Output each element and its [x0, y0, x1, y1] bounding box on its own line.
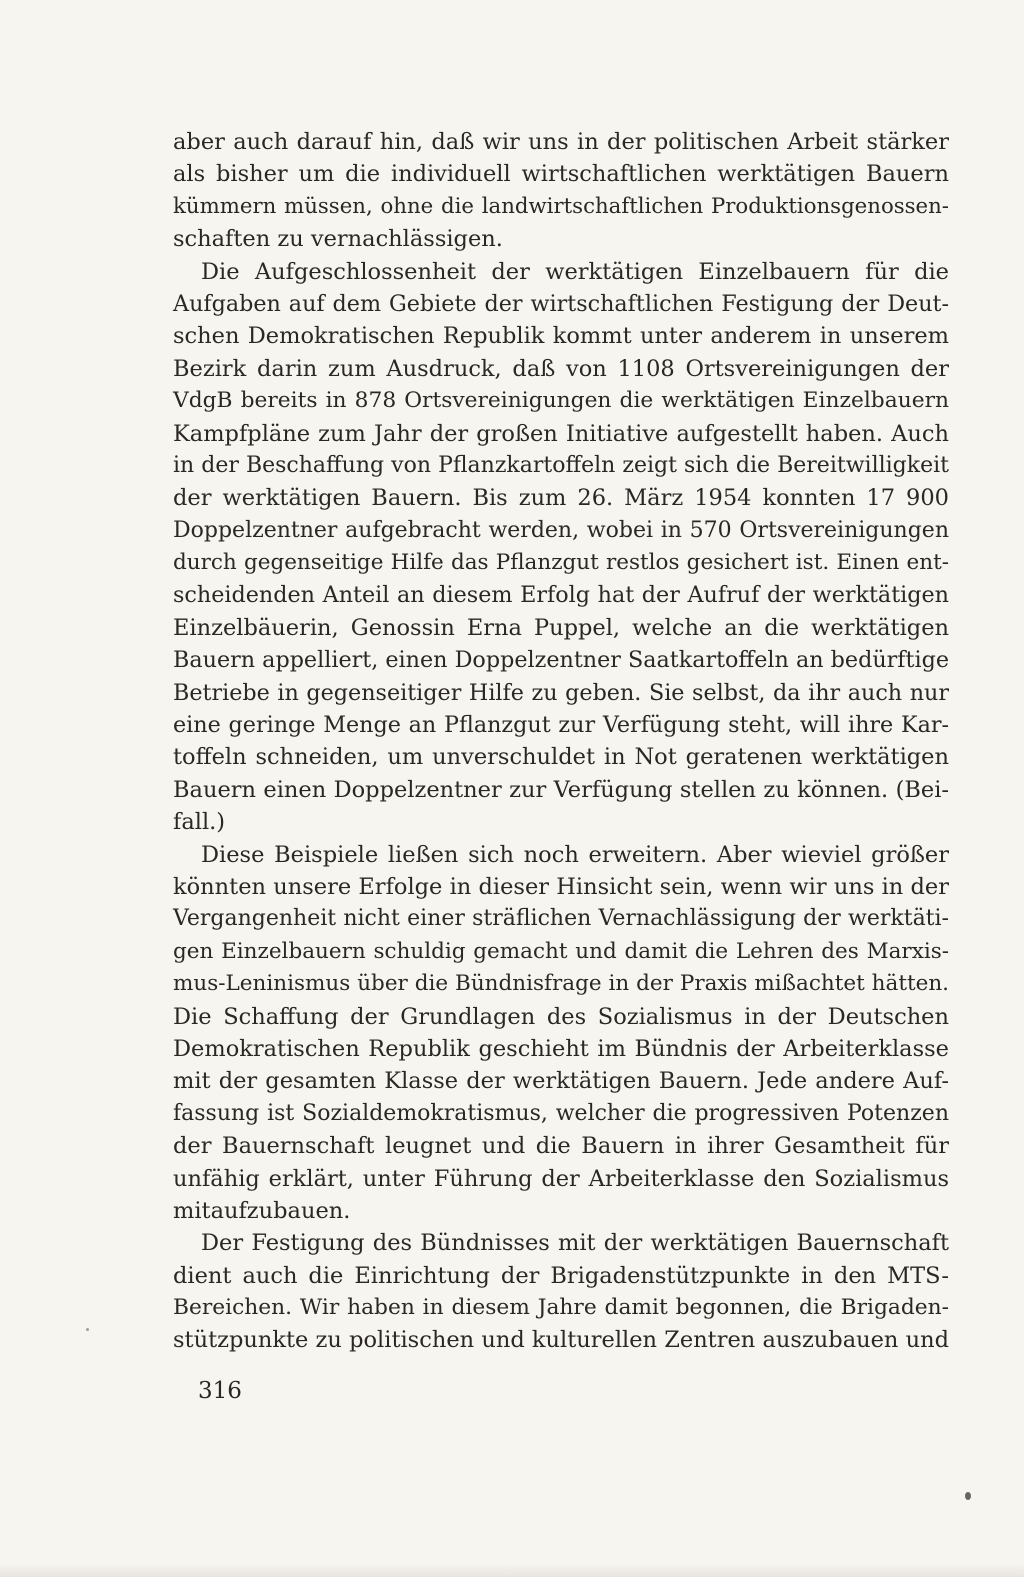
text-line: Aufgaben auf dem Gebiete der wirtschaftlichen Festigung der Deut- [173, 290, 949, 317]
print-speck [86, 1328, 89, 1331]
text-line: mus-Leninismus über die Bündnisfrage in der Praxis mißachtet hätten. [173, 971, 949, 997]
text-line: schen Demokratischen Republik kommt unter anderem in unserem [173, 323, 949, 350]
text-line: toffeln schneiden, um unverschuldet in Not geratenen werktätigen [173, 744, 949, 771]
text-line: Der Festigung des Bündnisses mit der werktätigen Bauernschaft [201, 1230, 949, 1257]
text-line: mitaufzubauen. [173, 1197, 351, 1224]
text-line: dient auch die Einrichtung der Brigadenstützpunkte in den MTS- [173, 1262, 949, 1289]
page-number: 316 [198, 1378, 242, 1404]
text-line: Bezirk darin zum Ausdruck, daß von 1108 Ortsvereinigungen der [173, 355, 949, 382]
text-line: in der Beschaffung von Pflanzkartoffeln zeigt sich die Bereitwilligkeit [173, 452, 949, 478]
text-line: gen Einzelbauern schuldig gemacht und damit die Lehren des Marxis- [173, 938, 949, 964]
text-line: der werktätigen Bauern. Bis zum 26. März 1954 konnten 17 900 [173, 485, 949, 512]
text-line: fall.) [173, 809, 226, 836]
text-line: als bisher um die individuell wirtschaftlichen werktätigen Bauern [173, 161, 949, 188]
page-edge-shadow [0, 1563, 1024, 1577]
text-line: kümmern müssen, ohne die landwirtschaftlichen Produktionsgenossen- [173, 193, 949, 219]
text-line: Die Aufgeschlossenheit der werktätigen Einzelbauern für die [201, 258, 949, 285]
text-line: VdgB bereits in 878 Ortsvereinigungen die werktätigen Einzelbauern [173, 388, 949, 414]
text-line: der Bauernschaft leugnet und die Bauern in ihrer Gesamtheit für [173, 1133, 949, 1160]
text-line: Vergangenheit nicht einer sträflichen Vernachlässigung der werktäti- [173, 906, 949, 932]
text-line: könnten unsere Erfolge in dieser Hinsicht sein, wenn wir uns in der [173, 873, 949, 900]
text-line: Betriebe in gegenseitiger Hilfe zu geben. Sie selbst, da ihr auch nur [173, 679, 949, 706]
text-line: Diese Beispiele ließen sich noch erweitern. Aber wieviel größer [201, 841, 949, 868]
print-speck [965, 1492, 971, 1500]
text-line: aber auch darauf hin, daß wir uns in der politischen Arbeit stärker [173, 129, 949, 155]
text-line: stützpunkte zu politischen und kulturellen Zentren auszubauen und [173, 1327, 949, 1354]
text-line: Bauern appelliert, einen Doppelzentner Saatkartoffeln an bedürftige [173, 647, 949, 674]
text-line: mit der gesamten Klasse der werktätigen Bauern. Jede andere Auf- [173, 1068, 949, 1095]
text-line: unfähig erklärt, unter Führung der Arbeiterklasse den Sozialismus [173, 1165, 949, 1192]
text-line: schaften zu vernachlässigen. [173, 226, 503, 253]
text-line: Bauern einen Doppelzentner zur Verfügung stellen zu können. (Bei- [173, 776, 949, 803]
text-line: scheidenden Anteil an diesem Erfolg hat der Aufruf der werktätigen [173, 582, 949, 609]
text-line: Die Schaffung der Grundlagen des Sozialismus in der Deutschen [173, 1003, 949, 1030]
text-line: Doppelzentner aufgebracht werden, wobei in 570 Ortsvereinigungen [173, 517, 949, 543]
text-line: Einzelbäuerin, Genossin Erna Puppel, welche an die werktätigen [173, 614, 949, 641]
text-line: Kampfpläne zum Jahr der großen Initiative aufgestellt haben. Auch [173, 420, 949, 447]
text-line: eine geringe Menge an Pflanzgut zur Verfügung steht, will ihre Kar- [173, 712, 949, 739]
body-text [173, 126, 949, 1357]
text-line: Demokratischen Republik geschieht im Bündnis der Arbeiterklasse [173, 1035, 949, 1062]
text-line: durch gegenseitige Hilfe das Pflanzgut restlos gesichert ist. Einen ent- [173, 550, 949, 576]
text-line: fassung ist Sozialdemokratismus, welcher die progressiven Potenzen [173, 1100, 949, 1126]
text-line: Bereichen. Wir haben in diesem Jahre damit begonnen, die Brigaden- [173, 1295, 949, 1321]
